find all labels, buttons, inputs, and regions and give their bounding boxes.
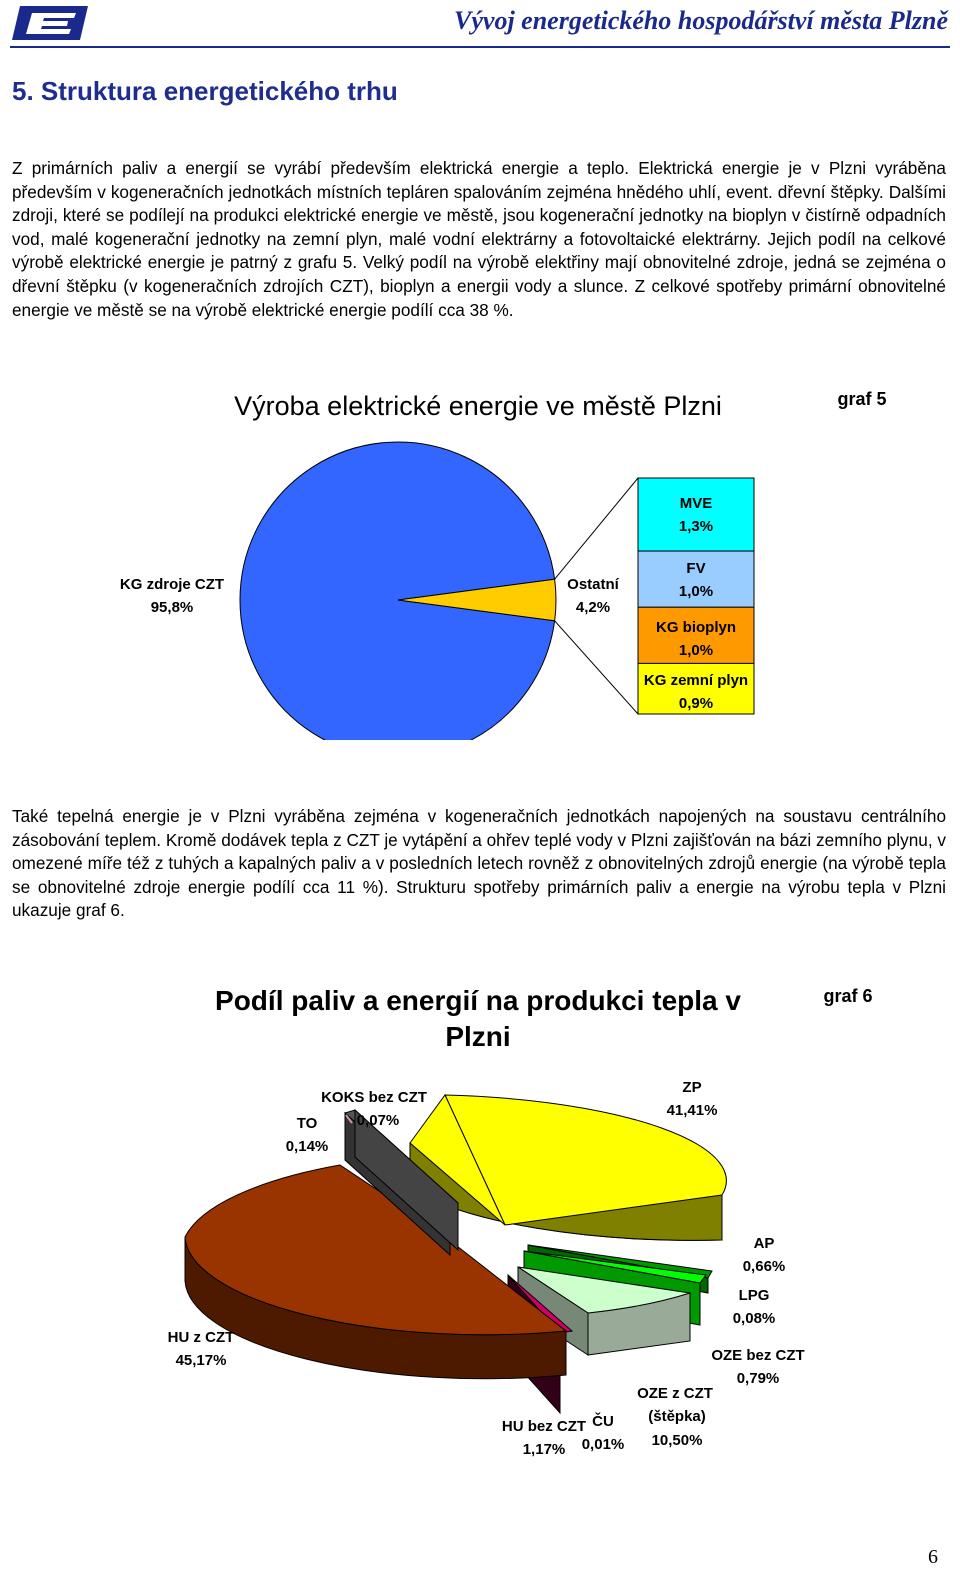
label-oze-z-czt-2: (štěpka) <box>648 1408 706 1425</box>
segment-label-fv: FV <box>686 560 706 577</box>
company-logo-icon <box>6 2 92 44</box>
paragraph-heat: Také tepelná energie je v Plzni vyráběna zejména v kogeneračních jednotkách napojených na soustavu centrálního zásobování teplem. Kromě dodávek tepla z CZT je vytápění a ohřev teplé vody v Plzni zajišťován na bázi zemního plynu, v omezené míře též z tuhých a kapalných paliv a v posledních letech rovněž z obnovitelných zdrojů energie (na výrobě tepla se obnovitelné zdroje energie podílí cca 11 %). Strukturu spotřeby primárních paliv a energie na výrobu tepla v Plzni ukazuje graf 6. <box>12 806 946 921</box>
slice-value-kg-zdroje-czt: 95,8% <box>150 599 194 616</box>
connector-line-bottom <box>555 621 638 714</box>
segment-label-kg-bioplyn: KG bioplyn <box>656 619 736 636</box>
value-to: 0,14% <box>285 1138 329 1155</box>
value-hu-z-czt: 45,17% <box>175 1352 227 1369</box>
figure-label: graf 6 <box>823 986 873 1006</box>
chart-title-line1: Podíl paliv a energií na produkci tepla v <box>215 985 741 1016</box>
chart-title-line2: Plzni <box>445 1021 511 1052</box>
label-oze-z-czt: OZE z CZT <box>637 1385 713 1402</box>
header-divider <box>10 46 950 48</box>
pie-3d-slices <box>185 1095 726 1413</box>
value-cu: 0,01% <box>581 1436 625 1453</box>
label-koks-bez-czt: KOKS bez CZT <box>321 1089 427 1106</box>
bar-segment-mve <box>638 478 754 551</box>
value-lpg: 0,08% <box>732 1310 776 1327</box>
value-koks-bez-czt: 0,07% <box>356 1112 400 1129</box>
paragraph-electricity: Z primárních paliv a energií se vyrábí především elektrická energie a teplo. Elektrická energie je v Plzni vyráběna především v kogeneračních jednotkách místních tepláren spalováním zejména hnědého uhlí, event. dřevní štěpky. Dalšími zdroji, které se podílejí na produkci elektrické energie ve městě, jsou kogenerační jednotky na bioplyn v čistírně odpadních vod, malé kogenerační jednotky na zemní plyn, malé vodní elektrárny a fotovoltaické elektrárny. Jejich podíl na celkové výrobě elektrické energie je patrný z grafu 5. Velký podíl na výrobě elektřiny mají obnovitelné zdroje, jedná se zejména o dřevní štěpku (v kogeneračních zdrojích CZT), bioplyn a energii vody a slunce. Z celkové spotřeby primární obnovitelné energie ve městě se na výrobě elektrické energie podílí cca 38 %. <box>12 158 946 320</box>
chart-heat-production <box>0 975 960 1515</box>
label-to: TO <box>296 1115 318 1132</box>
section-heading: 5. Struktura energetického trhu <box>12 76 398 106</box>
chart-electricity-production <box>0 380 960 740</box>
label-zp: ZP <box>682 1079 702 1096</box>
slice-value-ostatni: 4,2% <box>575 599 611 616</box>
segment-label-kg-zemni-plyn: KG zemní plyn <box>643 672 749 689</box>
label-ap: AP <box>753 1235 775 1252</box>
chart-title: Výroba elektrické energie ve městě Plzni <box>234 391 722 421</box>
value-oze-bez-czt: 0,79% <box>736 1370 780 1387</box>
value-oze-z-czt: 10,50% <box>651 1432 703 1449</box>
segment-value-fv: 1,0% <box>678 583 714 600</box>
page-number: 6 <box>928 1546 938 1568</box>
document-title: Vývoj energetického hospodářství města Plzně <box>454 6 948 35</box>
value-ap: 0,66% <box>742 1258 786 1275</box>
segment-value-kg-bioplyn: 1,0% <box>678 642 714 659</box>
segment-label-mve: MVE <box>679 495 713 512</box>
slice-label-kg-zdroje-czt: KG zdroje CZT <box>119 576 225 593</box>
label-hu-bez-czt: HU bez CZT <box>501 1418 587 1435</box>
value-hu-bez-czt: 1,17% <box>522 1441 566 1458</box>
label-lpg: LPG <box>738 1287 770 1304</box>
segment-value-mve: 1,3% <box>678 518 714 535</box>
value-zp: 41,41% <box>666 1102 718 1119</box>
figure-label: graf 5 <box>837 389 887 409</box>
slice-label-ostatni: Ostatní <box>567 576 619 593</box>
segment-value-kg-zemni-plyn: 0,9% <box>678 695 714 712</box>
label-oze-bez-czt: OZE bez CZT <box>711 1347 805 1364</box>
label-cu: ČU <box>592 1413 614 1430</box>
page-header <box>0 0 960 50</box>
label-hu-z-czt: HU z CZT <box>167 1329 235 1346</box>
connector-line-top <box>555 478 638 579</box>
